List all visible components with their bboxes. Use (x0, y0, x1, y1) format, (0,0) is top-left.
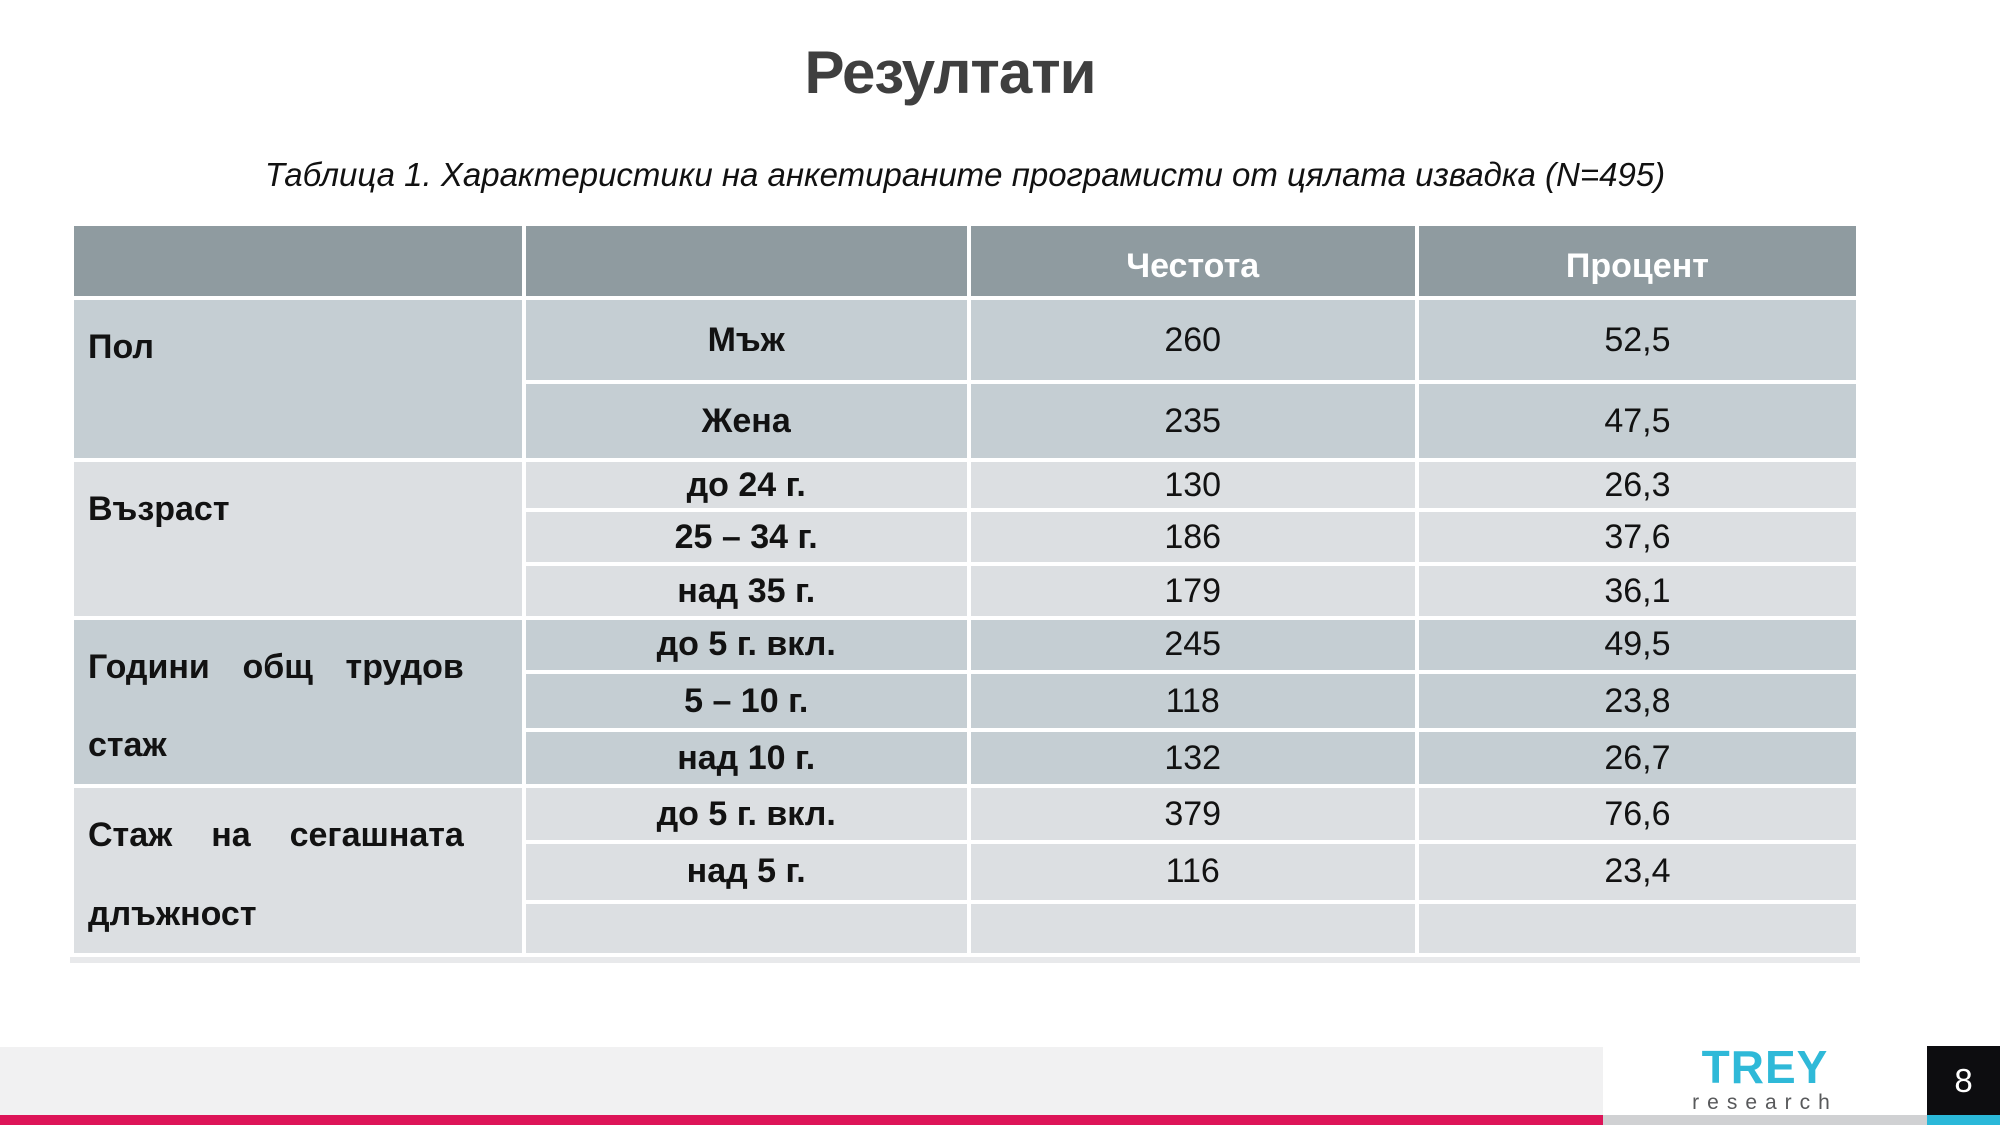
frequency-cell: 235 (969, 382, 1417, 460)
percent-cell: 23,8 (1417, 672, 1858, 730)
percent-cell: 23,4 (1417, 842, 1858, 902)
table-caption: Таблица 1. Характеристики на анкетираните програмисти от цялата извадка (N=495) (264, 156, 1666, 193)
results-table-container (70, 222, 1860, 963)
percent-cell: 47,5 (1417, 382, 1858, 460)
frequency-cell: 186 (969, 510, 1417, 564)
frequency-cell: 245 (969, 618, 1417, 672)
percent-cell: 76,6 (1417, 786, 1858, 841)
percent-cell: 26,3 (1417, 460, 1858, 510)
header-cell-percent: Процент (1417, 224, 1858, 298)
trey-research-logo (1603, 1041, 1927, 1115)
frequency-cell: 260 (969, 298, 1417, 382)
header-cell-frequency: Честота (969, 224, 1417, 298)
footer-strip (0, 1047, 1603, 1115)
page-number: 8 (1954, 1061, 1973, 1099)
page-title: Резултати (804, 39, 1096, 106)
table-header-row (72, 224, 1858, 298)
logo-primary-text: TREY (1701, 1041, 1829, 1094)
frequency-cell: 179 (969, 564, 1417, 618)
percent-cell: 37,6 (1417, 510, 1858, 564)
table-row (72, 298, 1858, 382)
percent-cell: 49,5 (1417, 618, 1858, 672)
header-cell-empty-1 (72, 224, 524, 298)
empty-cell (1417, 902, 1858, 955)
category-cell: над 5 г. (524, 842, 969, 902)
frequency-cell: 132 (969, 730, 1417, 786)
category-cell: Жена (524, 382, 969, 460)
section-label-gender: Пол (72, 298, 524, 460)
category-cell: до 24 г. (524, 460, 969, 510)
category-cell: до 5 г. вкл. (524, 618, 969, 672)
bottom-bar-pink (0, 1115, 1603, 1125)
category-cell: над 35 г. (524, 564, 969, 618)
empty-cell (969, 902, 1417, 955)
bottom-bar-gray (1603, 1115, 1927, 1125)
frequency-cell: 116 (969, 842, 1417, 902)
section-label-age: Възраст (72, 460, 524, 618)
category-cell: над 10 г. (524, 730, 969, 786)
table-row (72, 618, 1858, 672)
category-cell: 25 – 34 г. (524, 510, 969, 564)
category-cell: до 5 г. вкл. (524, 786, 969, 841)
header-cell-empty-2 (524, 224, 969, 298)
table-row (72, 460, 1858, 510)
bottom-bar-cyan (1927, 1115, 2000, 1125)
frequency-cell: 130 (969, 460, 1417, 510)
percent-cell: 26,7 (1417, 730, 1858, 786)
logo-secondary-text: research (1692, 1090, 1838, 1114)
page-number-box (1927, 1046, 2000, 1115)
empty-cell (524, 902, 969, 955)
section-label-total-experience: Години общ трудов стаж (72, 618, 524, 786)
percent-cell: 36,1 (1417, 564, 1858, 618)
percent-cell: 52,5 (1417, 298, 1858, 382)
table-bottom-border (70, 957, 1860, 963)
category-cell: 5 – 10 г. (524, 672, 969, 730)
section-label-current-position-experience: Стаж на сегашната длъжност (72, 786, 524, 954)
frequency-cell: 379 (969, 786, 1417, 841)
category-cell: Мъж (524, 298, 969, 382)
frequency-cell: 118 (969, 672, 1417, 730)
results-table (70, 222, 1860, 957)
table-row (72, 786, 1858, 841)
